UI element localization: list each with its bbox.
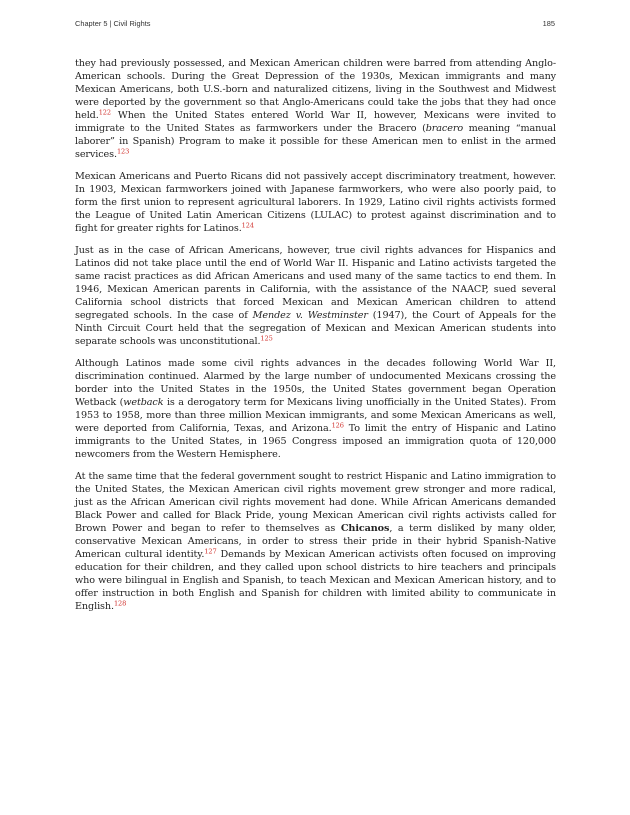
paragraph-4: Although Latinos made some civil rights advances in the decades following World War II, discrimination continued. Alarmed by the large number of undocumented Mexicans crossing the border into the United States in the 1950s, the United States government began Operation Wetback (wetback is a derogatory term for Mexicans living unofficially in the United States). From 1953 to 1958, more than three million Mexican immigrants, and some Mexican Americans as well, were deported from California, Texas, and Arizona.$^{126}$ To limit the entry of Hispanic and Latino immigrants to the United States, in 1965 Congress imposed an immigration quota of 120,000 newcomers from the Western Hemisphere. <box>75 358 556 460</box>
term-wetback: wetback <box>123 397 164 409</box>
footnote-ref-123[interactable]: 123 <box>116 147 130 156</box>
key-term-chicanos: Chicanos <box>340 523 390 535</box>
running-header-chapter: Chapter 5 | Civil Rights <box>75 19 151 28</box>
paragraph-2: Mexican Americans and Puerto Ricans did not passively accept discriminatory treatment, however. In 1903, Mexican farmworkers joined with Japanese farmworkers, who were also poorly paid, to form the first union to represent agricultural laborers. In 1929, Latino civil rights activists formed the League of United Latin American Citizens (LULAC) to protest against discrimination and to fight for greater rights for Latinos.$^{124}$ <box>75 171 556 234</box>
term-bracero: bracero <box>425 122 464 134</box>
paragraph-3: Just as in the case of African Americans, however, true civil rights advances for Hispanics and Latinos did not take place until the end of World War II. Hispanic and Latino activists targeted the same racist practices as did African Americans and used many of the same tactics to end them. In 1946, Mexican American parents in California, with the assistance of the NAACP, sued several California school districts that forced Mexican and Mexican American children to attend segregated schools. In the case of Mendez v. Westminster (1947), the Court of Appeals for the Ninth Circuit Court held that the segregation of Mexican and Mexican American students into separate schools was unconstitutional.$^{125}$ <box>75 245 556 347</box>
footnote-ref-124[interactable]: 124 <box>241 221 254 230</box>
case-name: Mendez v. Westminster <box>252 309 368 321</box>
footnote-ref-126[interactable]: 126 <box>331 421 344 430</box>
footnote-ref-125[interactable]: 125 <box>260 334 273 343</box>
footnote-ref-127[interactable]: 127 <box>204 547 217 556</box>
page-number: 185 <box>542 19 555 28</box>
footnote-ref-128[interactable]: 128 <box>113 599 127 608</box>
paragraph-1: they had previously possessed, and Mexican American children were barred from attending Anglo-American schools. During the Great Depression of the 1930s, Mexican immigrants and many Mexican Americans, both U.S.-born and naturalized citizens, living in the Southwest and Midwest were deported by the government so that Anglo-Americans could take the jobs that they had once held.$^{122}$ When the United States entered World War II, however, Mexicans were invited to immigrate to the United States as farmworkers under the Bracero (bracero meaning “manual laborer” in Spanish) Program to make it possible for these American men to enlist in the armed services.$^{123}$ <box>75 58 556 160</box>
footnote-ref-122[interactable]: 122 <box>98 108 111 117</box>
body-text <box>75 58 556 623</box>
paragraph-5: At the same time that the federal government sought to restrict Hispanic and Latino immigration to the United States, the Mexican American civil rights movement grew stronger and more radical, just as the African American civil rights movement had done. While African Americans demanded Black Power and called for Black Pride, young Mexican American civil rights activists called for Brown Power and began to refer to themselves as Chicanos, a term disliked by many older, conservative Mexican Americans, in order to stress their pride in their hybrid Spanish-Native American cultural identity.$^{127}$ Demands by Mexican American activists often focused on improving education for their children, and they called upon school districts to hire teachers and principals who were bilingual in English and Spanish, to teach Mexican and Mexican American history, and to offer instruction in both English and Spanish for children with limited ability to communicate in English.$^{128}$ <box>75 471 556 612</box>
